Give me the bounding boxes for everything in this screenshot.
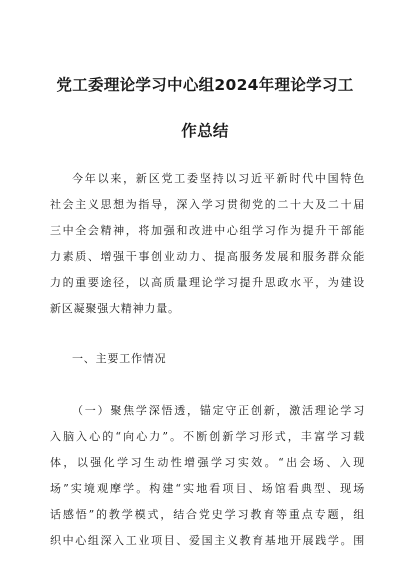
intro-paragraph-line: 力的重要途径，以高质量理论学习提升思政水平，为建设	[50, 276, 365, 289]
section-paragraph-line: 体，以强化学习生动性增强学习实效。“出会场、入现	[50, 456, 365, 469]
document-title-line-2: 作总结	[181, 122, 229, 140]
intro-paragraph-line: 三中全会精神，将加强和改进中心组学习作为提升干部能	[50, 224, 365, 237]
intro-paragraph-line: 新区凝聚强大精神力量。	[50, 302, 180, 315]
section-heading: 一、主要工作情况	[72, 352, 167, 365]
intro-paragraph-line: 今年以来，新区党工委坚持以习近平新时代中国特色	[72, 172, 365, 185]
section-paragraph-line: 入脑入心的“向心力”。不断创新学习形式，丰富学习载	[50, 430, 365, 443]
section-paragraph-line: 话感悟”的教学模式，结合党史学习教育等重点专题，组	[50, 508, 365, 521]
section-paragraph-line: （一）聚焦学深悟透，锚定守正创新，激活理论学习	[72, 404, 365, 417]
intro-paragraph-line: 社会主义思想为指导，深入学习贯彻党的二十大及二十届	[50, 198, 365, 211]
document-title-line-1: 党工委理论学习中心组2024年理论学习工	[56, 76, 354, 94]
intro-paragraph-line: 力素质、增强干事创业动力、提高服务发展和服务群众能	[50, 250, 365, 263]
section-paragraph-line: 场”实境观摩学。构建“实地看项目、场馆看典型、现场	[50, 482, 365, 495]
section-paragraph-line: 织中心组深入工业项目、爱国主义教育基地开展践学。围	[50, 534, 365, 547]
